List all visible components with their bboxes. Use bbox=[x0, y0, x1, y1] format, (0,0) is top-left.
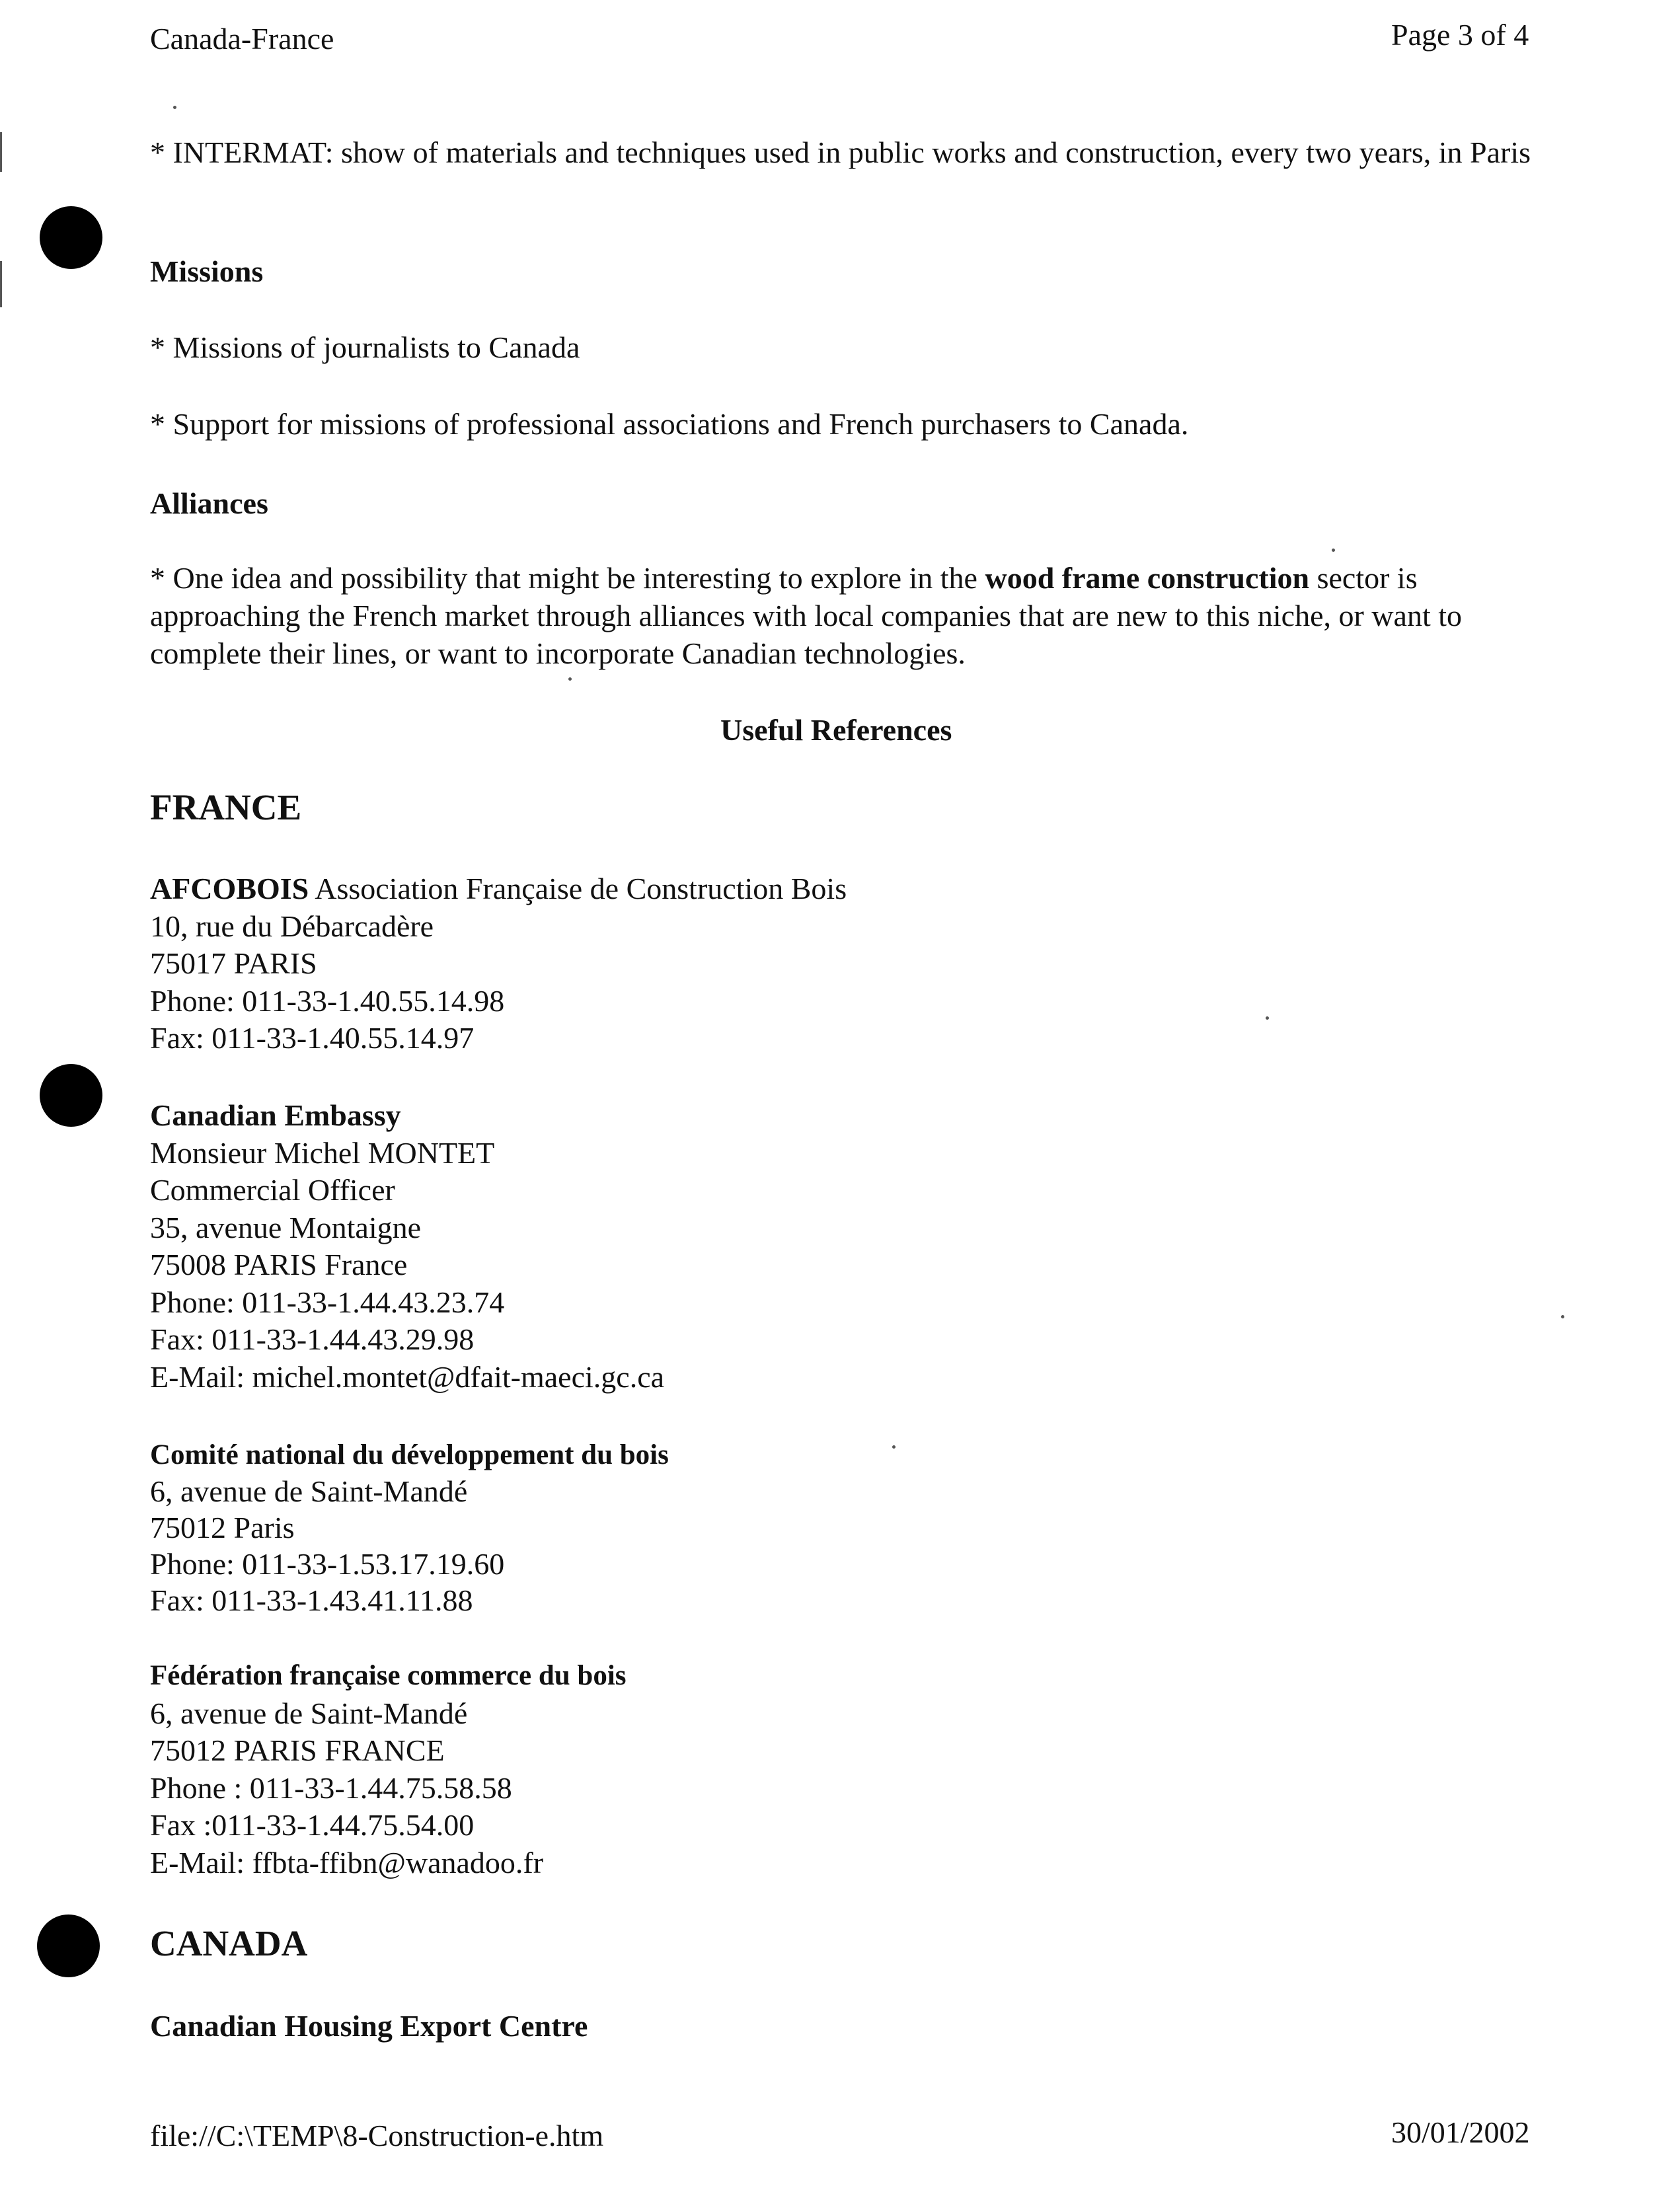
embassy-city: 75008 PARIS France bbox=[150, 1248, 408, 1281]
punch-hole-bottom bbox=[37, 1915, 100, 1977]
punch-hole-top bbox=[40, 206, 102, 269]
embassy-email[interactable]: E-Mail: michel.montet@dfait-maeci.gc.ca bbox=[150, 1359, 665, 1394]
scan-speck bbox=[568, 677, 572, 681]
alliances-paragraph bbox=[150, 559, 1545, 672]
alliances-heading: Alliances bbox=[150, 486, 268, 520]
afcobois-acronym: AFCOBOIS bbox=[150, 872, 309, 905]
alliances-text-after: sector is approaching the French market through alliances with local companies that are new to this niche, or want to complete their lines, or want to incorporate Canadian technologies. bbox=[150, 561, 1463, 670]
embassy-fax: Fax: 011-33-1.44.43.29.98 bbox=[150, 1322, 475, 1356]
scan-edge-mark bbox=[0, 132, 2, 172]
comite-fax: Fax: 011-33-1.43.41.11.88 bbox=[150, 1583, 473, 1617]
comite-phone: Phone: 011-33-1.53.17.19.60 bbox=[150, 1547, 505, 1581]
afcobois-name bbox=[150, 870, 847, 908]
canada-heading: CANADA bbox=[150, 1923, 308, 1963]
scan-speck bbox=[1266, 1016, 1269, 1020]
embassy-address: 35, avenue Montaigne bbox=[150, 1210, 422, 1244]
scan-speck bbox=[892, 1445, 896, 1449]
embassy-contact: Monsieur Michel MONTET bbox=[150, 1135, 495, 1170]
alliances-text-bold: wood frame construction bbox=[985, 561, 1310, 595]
mission-item-support: * Support for missions of professional associations and French purchasers to Canada. bbox=[150, 407, 1189, 441]
afcobois-city: 75017 PARIS bbox=[150, 946, 317, 980]
afcobois-entry bbox=[150, 870, 847, 1057]
mission-item-journalists: * Missions of journalists to Canada bbox=[150, 330, 580, 364]
france-heading: FRANCE bbox=[150, 787, 302, 827]
afcobois-fullname: Association Française de Construction Bois bbox=[309, 872, 847, 905]
comite-address: 6, avenue de Saint-Mandé bbox=[150, 1474, 468, 1508]
afcobois-fax: Fax: 011-33-1.40.55.14.97 bbox=[150, 1021, 475, 1055]
header-left: Canada-France bbox=[150, 22, 334, 56]
useful-references-heading: Useful References bbox=[720, 713, 952, 747]
comite-name: Comité national du développement du bois bbox=[150, 1439, 669, 1470]
embassy-title: Commercial Officer bbox=[150, 1173, 395, 1207]
embassy-phone: Phone: 011-33-1.44.43.23.74 bbox=[150, 1285, 505, 1319]
embassy-name: Canadian Embassy bbox=[150, 1098, 401, 1132]
scan-speck bbox=[1561, 1315, 1564, 1318]
footer-file-path: file://C:\TEMP\8-Construction-e.htm bbox=[150, 2119, 604, 2152]
federation-phone: Phone : 011-33-1.44.75.58.58 bbox=[150, 1770, 512, 1805]
intermat-paragraph: * INTERMAT: show of materials and techniques used in public works and construction, every two years, in Paris bbox=[150, 135, 1531, 169]
federation-email[interactable]: E-Mail: ffbta-ffibn@wanadoo.fr bbox=[150, 1845, 544, 1879]
scan-speck bbox=[1332, 549, 1335, 552]
alliances-text-before: * One idea and possibility that might be interesting to explore in the bbox=[150, 561, 985, 595]
federation-name: Fédération française commerce du bois bbox=[150, 1660, 627, 1691]
federation-fax: Fax :011-33-1.44.75.54.00 bbox=[150, 1808, 475, 1842]
missions-heading: Missions bbox=[150, 254, 264, 288]
federation-city: 75012 PARIS FRANCE bbox=[150, 1733, 445, 1767]
afcobois-phone: Phone: 011-33-1.40.55.14.98 bbox=[150, 983, 505, 1018]
canadian-housing-export-centre: Canadian Housing Export Centre bbox=[150, 2009, 588, 2043]
afcobois-address: 10, rue du Débarcadère bbox=[150, 909, 434, 943]
header-right: Page 3 of 4 bbox=[1391, 18, 1529, 52]
federation-entry bbox=[150, 1657, 627, 1881]
punch-hole-middle bbox=[40, 1064, 102, 1127]
comite-city: 75012 Paris bbox=[150, 1511, 295, 1544]
embassy-entry bbox=[150, 1097, 664, 1396]
scan-edge-mark bbox=[0, 261, 2, 307]
footer-date: 30/01/2002 bbox=[1391, 2115, 1530, 2149]
scan-speck bbox=[173, 106, 176, 109]
comite-entry bbox=[150, 1437, 669, 1618]
federation-address: 6, avenue de Saint-Mandé bbox=[150, 1696, 468, 1730]
